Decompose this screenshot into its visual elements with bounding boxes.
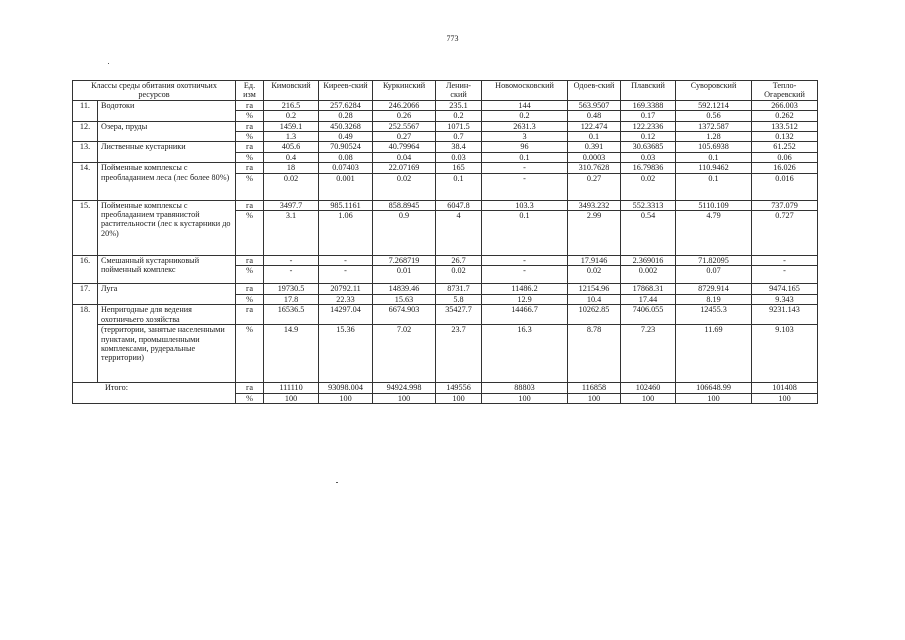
row-class-name: Смешанный кустарниковый пойменный комплекс bbox=[98, 256, 236, 284]
header-class: Классы среды обитания охотничьих ресурсов bbox=[73, 81, 236, 101]
value-percent: 0.02 bbox=[264, 173, 319, 200]
value-percent: - bbox=[482, 173, 568, 200]
value-ha: 105.6938 bbox=[676, 142, 752, 152]
value-ha: 122.474 bbox=[568, 121, 621, 131]
value-percent: 9.343 bbox=[752, 294, 818, 304]
header-district: Новомосковский bbox=[482, 81, 568, 101]
value-ha: 450.3268 bbox=[319, 121, 373, 131]
value-ha: 14297.04 bbox=[319, 305, 373, 325]
row-number: 15. bbox=[73, 200, 98, 255]
unit-percent: % bbox=[236, 173, 264, 200]
unit-percent: % bbox=[236, 393, 264, 403]
value-ha: 552.3313 bbox=[621, 200, 676, 210]
value-ha: 235.1 bbox=[436, 100, 482, 110]
table-row bbox=[73, 284, 818, 294]
unit-percent: % bbox=[236, 132, 264, 142]
value-percent: 0.1 bbox=[676, 152, 752, 162]
value-percent: 0.1 bbox=[568, 132, 621, 142]
total-value-ha: 149556 bbox=[436, 383, 482, 393]
value-percent: 0.132 bbox=[752, 132, 818, 142]
value-percent: 3.1 bbox=[264, 211, 319, 256]
value-percent: 15.63 bbox=[373, 294, 436, 304]
table-row bbox=[73, 305, 818, 325]
scan-speck bbox=[108, 63, 109, 64]
value-ha: 110.9462 bbox=[676, 163, 752, 173]
value-ha: 30.63685 bbox=[621, 142, 676, 152]
table-row bbox=[73, 142, 818, 152]
value-percent: 0.001 bbox=[319, 173, 373, 200]
value-percent: 0.26 bbox=[373, 111, 436, 121]
value-percent: 0.02 bbox=[373, 173, 436, 200]
value-ha: - bbox=[482, 256, 568, 266]
value-ha: 858.8945 bbox=[373, 200, 436, 210]
page-number: 773 bbox=[446, 34, 459, 43]
total-value-percent: 100 bbox=[436, 393, 482, 403]
row-number: 18. bbox=[73, 305, 98, 383]
value-ha: 6047.8 bbox=[436, 200, 482, 210]
value-percent: 0.02 bbox=[436, 266, 482, 284]
unit-ha: га bbox=[236, 163, 264, 173]
value-percent: 1.06 bbox=[319, 211, 373, 256]
value-ha: - bbox=[319, 256, 373, 266]
total-value-percent: 100 bbox=[319, 393, 373, 403]
header-district: Кимовский bbox=[264, 81, 319, 101]
value-ha: 563.9507 bbox=[568, 100, 621, 110]
value-percent: 0.1 bbox=[482, 152, 568, 162]
value-percent: 16.3 bbox=[482, 325, 568, 383]
value-percent: 10.4 bbox=[568, 294, 621, 304]
value-percent: - bbox=[319, 266, 373, 284]
row-number: 12. bbox=[73, 121, 98, 142]
value-percent: 0.07 bbox=[676, 266, 752, 284]
unit-ha: га bbox=[236, 284, 264, 294]
value-percent: 0.2 bbox=[482, 111, 568, 121]
value-ha: 16.026 bbox=[752, 163, 818, 173]
total-value-percent: 100 bbox=[568, 393, 621, 403]
value-ha: 252.5567 bbox=[373, 121, 436, 131]
unit-ha: га bbox=[236, 200, 264, 210]
value-ha: 310.7628 bbox=[568, 163, 621, 173]
value-percent: 0.01 bbox=[373, 266, 436, 284]
table-row bbox=[73, 200, 818, 210]
table-row bbox=[73, 121, 818, 131]
value-ha: 71.82095 bbox=[676, 256, 752, 266]
unit-ha: га bbox=[236, 100, 264, 110]
value-ha: 257.6284 bbox=[319, 100, 373, 110]
unit-ha: га bbox=[236, 256, 264, 266]
row-class-name: Пойменные комплексы с преобладанием травянистой растительности (лес к кустарники до 20%) bbox=[98, 200, 236, 255]
value-percent: 0.7 bbox=[436, 132, 482, 142]
value-ha: 12154.96 bbox=[568, 284, 621, 294]
row-class-name: Лиственные кустарники bbox=[98, 142, 236, 163]
value-percent: 0.54 bbox=[621, 211, 676, 256]
unit-percent: % bbox=[236, 111, 264, 121]
value-percent: 0.2 bbox=[436, 111, 482, 121]
value-ha: 169.3388 bbox=[621, 100, 676, 110]
value-percent: 2.99 bbox=[568, 211, 621, 256]
value-ha: 17.9146 bbox=[568, 256, 621, 266]
value-percent: 9.103 bbox=[752, 325, 818, 383]
value-percent: 8.19 bbox=[676, 294, 752, 304]
value-ha: 35427.7 bbox=[436, 305, 482, 325]
value-ha: 70.90524 bbox=[319, 142, 373, 152]
value-ha: 266.003 bbox=[752, 100, 818, 110]
value-percent: 0.48 bbox=[568, 111, 621, 121]
row-number: 13. bbox=[73, 142, 98, 163]
unit-ha: га bbox=[236, 383, 264, 393]
value-ha: 2631.3 bbox=[482, 121, 568, 131]
value-percent: 0.2 bbox=[264, 111, 319, 121]
value-percent: 0.02 bbox=[568, 266, 621, 284]
total-value-percent: 100 bbox=[482, 393, 568, 403]
value-percent: 0.28 bbox=[319, 111, 373, 121]
total-value-ha: 102460 bbox=[621, 383, 676, 393]
value-percent: 7.23 bbox=[621, 325, 676, 383]
value-ha: 18 bbox=[264, 163, 319, 173]
value-ha: 38.4 bbox=[436, 142, 482, 152]
value-ha: 26.7 bbox=[436, 256, 482, 266]
value-ha: 3493.232 bbox=[568, 200, 621, 210]
value-ha: 9231.143 bbox=[752, 305, 818, 325]
value-percent: - bbox=[752, 266, 818, 284]
value-ha: 61.252 bbox=[752, 142, 818, 152]
value-percent: 0.1 bbox=[676, 173, 752, 200]
table-row bbox=[73, 100, 818, 110]
value-ha: 7.268719 bbox=[373, 256, 436, 266]
row-number: 16. bbox=[73, 256, 98, 284]
unit-percent: % bbox=[236, 325, 264, 383]
value-ha: 144 bbox=[482, 100, 568, 110]
value-percent: - bbox=[482, 266, 568, 284]
value-ha: 2.369016 bbox=[621, 256, 676, 266]
scan-speck bbox=[336, 482, 338, 483]
value-percent: 1.3 bbox=[264, 132, 319, 142]
value-percent: 0.06 bbox=[752, 152, 818, 162]
value-ha: 122.2336 bbox=[621, 121, 676, 131]
header-district: Суворовский bbox=[676, 81, 752, 101]
value-ha: 14466.7 bbox=[482, 305, 568, 325]
table-row bbox=[73, 325, 818, 383]
value-percent: 23.7 bbox=[436, 325, 482, 383]
value-percent: 4.79 bbox=[676, 211, 752, 256]
value-ha: 7406.055 bbox=[621, 305, 676, 325]
value-percent: 0.49 bbox=[319, 132, 373, 142]
total-value-ha: 106648.99 bbox=[676, 383, 752, 393]
value-ha: 9474.165 bbox=[752, 284, 818, 294]
value-percent: 0.56 bbox=[676, 111, 752, 121]
habitat-classes-table bbox=[72, 80, 818, 404]
row-class-name: Пойменные комплексы с преобладанием леса (лес более 80%) bbox=[98, 163, 236, 200]
total-value-percent: 100 bbox=[621, 393, 676, 403]
table-row bbox=[73, 256, 818, 266]
row-class-name: Луга bbox=[98, 284, 236, 305]
value-ha: 17868.31 bbox=[621, 284, 676, 294]
value-percent: 14.9 bbox=[264, 325, 319, 383]
value-ha: 0.391 bbox=[568, 142, 621, 152]
value-percent: 0.016 bbox=[752, 173, 818, 200]
value-ha: 11486.2 bbox=[482, 284, 568, 294]
row-class-name: Озера, пруды bbox=[98, 121, 236, 142]
value-percent: 7.02 bbox=[373, 325, 436, 383]
value-ha: 1459.1 bbox=[264, 121, 319, 131]
header-district: Плавский bbox=[621, 81, 676, 101]
value-ha: 19730.5 bbox=[264, 284, 319, 294]
value-ha: 12455.3 bbox=[676, 305, 752, 325]
value-ha: 592.1214 bbox=[676, 100, 752, 110]
value-ha: 16.79836 bbox=[621, 163, 676, 173]
value-ha: 22.07169 bbox=[373, 163, 436, 173]
value-ha: 8731.7 bbox=[436, 284, 482, 294]
value-percent: 4 bbox=[436, 211, 482, 256]
unit-ha: га bbox=[236, 121, 264, 131]
value-percent: 0.17 bbox=[621, 111, 676, 121]
value-ha: 1372.587 bbox=[676, 121, 752, 131]
total-value-percent: 100 bbox=[676, 393, 752, 403]
value-ha: 405.6 bbox=[264, 142, 319, 152]
unit-percent: % bbox=[236, 211, 264, 256]
row-class-name: Водотоки bbox=[98, 100, 236, 121]
header-district: Одоев-ский bbox=[568, 81, 621, 101]
value-ha: 8729.914 bbox=[676, 284, 752, 294]
value-percent: 0.04 bbox=[373, 152, 436, 162]
value-percent: 0.0003 bbox=[568, 152, 621, 162]
value-percent: 8.78 bbox=[568, 325, 621, 383]
value-ha: 96 bbox=[482, 142, 568, 152]
value-percent: 0.4 bbox=[264, 152, 319, 162]
value-percent: 5.8 bbox=[436, 294, 482, 304]
unit-percent: % bbox=[236, 294, 264, 304]
value-percent: 0.27 bbox=[373, 132, 436, 142]
value-ha: 20792.11 bbox=[319, 284, 373, 294]
value-percent: 0.1 bbox=[482, 211, 568, 256]
value-ha: - bbox=[264, 256, 319, 266]
total-value-ha: 111110 bbox=[264, 383, 319, 393]
total-value-ha: 93098.004 bbox=[319, 383, 373, 393]
value-percent: 0.02 bbox=[621, 173, 676, 200]
value-ha: 216.5 bbox=[264, 100, 319, 110]
value-percent: - bbox=[264, 266, 319, 284]
value-ha: 3497.7 bbox=[264, 200, 319, 210]
total-value-ha: 116858 bbox=[568, 383, 621, 393]
header-district: Ленин-ский bbox=[436, 81, 482, 101]
value-ha: 40.79964 bbox=[373, 142, 436, 152]
unit-ha: га bbox=[236, 142, 264, 152]
value-ha: 165 bbox=[436, 163, 482, 173]
value-ha: - bbox=[752, 256, 818, 266]
value-percent: 0.03 bbox=[436, 152, 482, 162]
value-percent: 0.1 bbox=[436, 173, 482, 200]
value-percent: 0.27 bbox=[568, 173, 621, 200]
value-percent: 17.8 bbox=[264, 294, 319, 304]
row-number: 17. bbox=[73, 284, 98, 305]
row-number: 14. bbox=[73, 163, 98, 200]
total-value-percent: 100 bbox=[373, 393, 436, 403]
unit-percent: % bbox=[236, 152, 264, 162]
unit-percent: % bbox=[236, 266, 264, 284]
value-percent: 11.69 bbox=[676, 325, 752, 383]
total-value-ha: 88803 bbox=[482, 383, 568, 393]
value-ha: 10262.85 bbox=[568, 305, 621, 325]
value-percent: 0.08 bbox=[319, 152, 373, 162]
value-ha: 246.2066 bbox=[373, 100, 436, 110]
value-ha: 103.3 bbox=[482, 200, 568, 210]
header-unit: Ед. изм bbox=[236, 81, 264, 101]
value-ha: 1071.5 bbox=[436, 121, 482, 131]
value-percent: 12.9 bbox=[482, 294, 568, 304]
total-value-ha: 94924.998 bbox=[373, 383, 436, 393]
row-class-name-continued: (территории, занятые населенными пунктами, промышленными комплексами, рудеральные территории) bbox=[98, 325, 236, 383]
value-percent: 0.727 bbox=[752, 211, 818, 256]
value-percent: 17.44 bbox=[621, 294, 676, 304]
table-row bbox=[73, 163, 818, 173]
value-percent: 15.36 bbox=[319, 325, 373, 383]
header-district: Тепло-Огаревский bbox=[752, 81, 818, 101]
total-label: Итого: bbox=[73, 383, 236, 404]
value-ha: 737.079 bbox=[752, 200, 818, 210]
value-ha: 5110.109 bbox=[676, 200, 752, 210]
value-percent: 0.262 bbox=[752, 111, 818, 121]
value-percent: 3 bbox=[482, 132, 568, 142]
value-percent: 0.12 bbox=[621, 132, 676, 142]
row-class-name: Непригодные для ведения охотничьего хозяйства bbox=[98, 305, 236, 325]
value-ha: 133.512 bbox=[752, 121, 818, 131]
total-row bbox=[73, 383, 818, 393]
value-percent: 22.33 bbox=[319, 294, 373, 304]
total-value-percent: 100 bbox=[752, 393, 818, 403]
header-district: Куркинский bbox=[373, 81, 436, 101]
header-district: Киреев-ский bbox=[319, 81, 373, 101]
value-percent: 0.9 bbox=[373, 211, 436, 256]
total-value-ha: 101408 bbox=[752, 383, 818, 393]
value-percent: 0.002 bbox=[621, 266, 676, 284]
value-percent: 1.28 bbox=[676, 132, 752, 142]
value-ha: 0.07403 bbox=[319, 163, 373, 173]
value-ha: 14839.46 bbox=[373, 284, 436, 294]
total-value-percent: 100 bbox=[264, 393, 319, 403]
value-ha: 985.1161 bbox=[319, 200, 373, 210]
value-ha: 6674.903 bbox=[373, 305, 436, 325]
value-ha: - bbox=[482, 163, 568, 173]
row-number: 11. bbox=[73, 100, 98, 121]
unit-ha: га bbox=[236, 305, 264, 325]
value-percent: 0.03 bbox=[621, 152, 676, 162]
value-ha: 16536.5 bbox=[264, 305, 319, 325]
header-row bbox=[73, 81, 818, 101]
